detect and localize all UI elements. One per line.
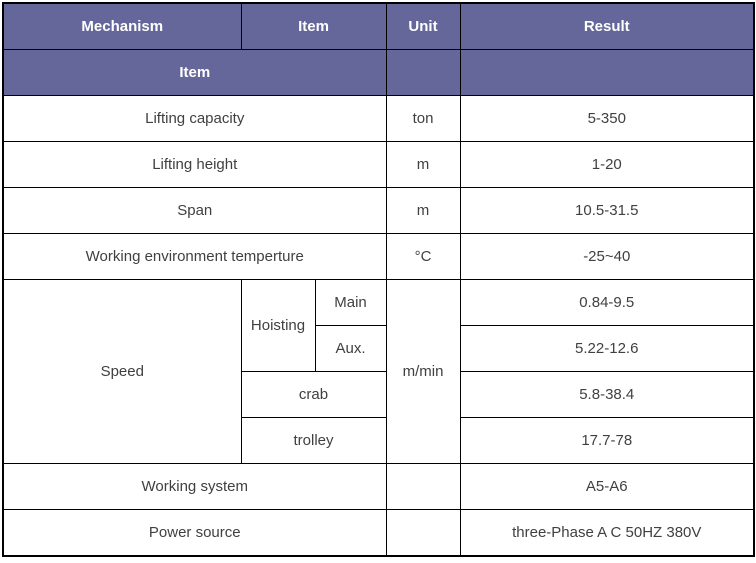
table-row-working-system [3, 464, 754, 510]
row-result: 5.8-38.4 [460, 372, 754, 418]
speed-label: Speed [3, 280, 241, 464]
header-result: Result [460, 3, 754, 50]
table-row-span [3, 188, 754, 234]
row-result: 5.22-12.6 [460, 326, 754, 372]
row-label: Working environment temperture [3, 234, 386, 280]
hoisting-main-label: Main [315, 280, 386, 326]
header-unit-empty-cell [386, 50, 460, 96]
row-unit: ton [386, 96, 460, 142]
table-row-lifting-height [3, 142, 754, 188]
header-result-empty-cell [460, 50, 754, 96]
row-result: A5-A6 [460, 464, 754, 510]
crab-label: crab [241, 372, 386, 418]
row-label: Span [3, 188, 386, 234]
table-row-working-env-temperature [3, 234, 754, 280]
row-label: Lifting height [3, 142, 386, 188]
row-unit: °C [386, 234, 460, 280]
table-row-lifting-capacity [3, 96, 754, 142]
row-unit-empty [386, 510, 460, 557]
header-row-2 [3, 50, 754, 96]
row-result: three-Phase A C 50HZ 380V [460, 510, 754, 557]
table-row-power-source [3, 510, 754, 557]
header-unit: Unit [386, 3, 460, 50]
row-label: Power source [3, 510, 386, 557]
row-unit: m [386, 142, 460, 188]
hoisting-label: Hoisting [241, 280, 315, 372]
row-unit: m [386, 188, 460, 234]
spec-table [2, 2, 755, 557]
row-result: 0.84-9.5 [460, 280, 754, 326]
row-label: Lifting capacity [3, 96, 386, 142]
speed-unit: m/min [386, 280, 460, 464]
row-result: 17.7-78 [460, 418, 754, 464]
row-label: Working system [3, 464, 386, 510]
row-result: 5-350 [460, 96, 754, 142]
header-item-merged: Item [3, 50, 386, 96]
row-unit-empty [386, 464, 460, 510]
hoisting-aux-label: Aux. [315, 326, 386, 372]
row-result: 1-20 [460, 142, 754, 188]
table-row-speed-main [3, 280, 754, 326]
header-mechanism: Mechanism [3, 3, 241, 50]
trolley-label: trolley [241, 418, 386, 464]
row-result: -25~40 [460, 234, 754, 280]
header-row-1 [3, 3, 754, 50]
row-result: 10.5-31.5 [460, 188, 754, 234]
header-item: Item [241, 3, 386, 50]
